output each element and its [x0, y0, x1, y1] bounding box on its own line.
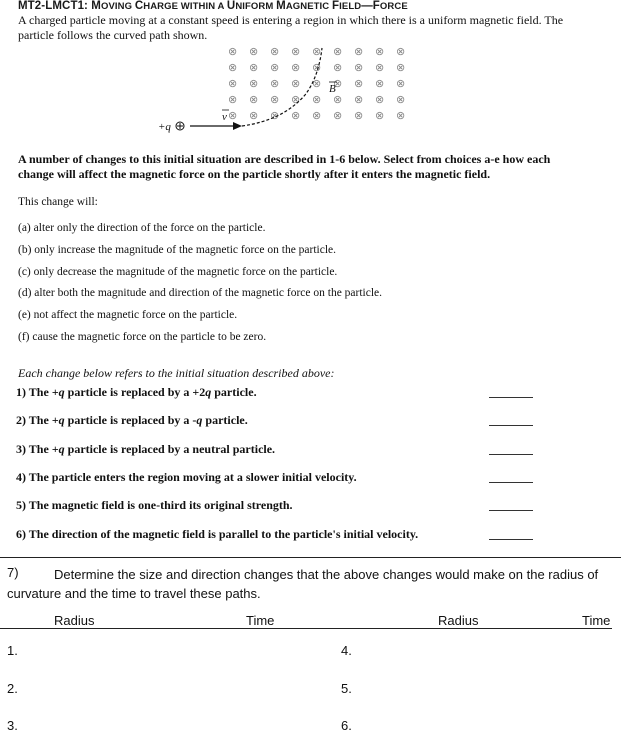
choice-a: (a) alter only the direction of the force on the particle.: [18, 222, 266, 234]
this-change-label: This change will:: [18, 196, 98, 208]
field-into-page-symbol: ⊗: [396, 78, 406, 90]
field-into-page-symbol: ⊗: [333, 78, 343, 90]
field-into-page-symbol: ⊗: [291, 94, 301, 106]
field-into-page-symbol: ⊗: [249, 62, 259, 74]
instructions: A number of changes to this initial situation are described in 1-6 below. Select from choices a-e how each change will affect the magnetic force on the particle shortly after it enters the magnetic field.: [18, 152, 551, 181]
each-change-label: Each change below refers to the initial situation described above:: [18, 366, 335, 380]
field-into-page-symbol: ⊗: [228, 62, 238, 74]
field-into-page-symbol: ⊗: [396, 110, 406, 122]
field-into-page-symbol: ⊗: [354, 110, 364, 122]
field-into-page-symbol: ⊗: [354, 78, 364, 90]
row-2-label: 2.: [7, 681, 18, 696]
field-into-page-symbol: ⊗: [396, 46, 406, 58]
change-item-4: 4) The particle enters the region moving at a slower initial velocity.: [16, 470, 357, 484]
velocity-label: v: [222, 111, 227, 123]
change-item-1: 1) The +q particle is replaced by a +2q particle.: [16, 385, 257, 399]
answer-blank-1[interactable]: [489, 397, 533, 398]
field-into-page-symbol: ⊗: [312, 94, 322, 106]
title-text: MOVING CHARGE WITHIN A UNIFORM MAGNETIC FIELD—FORCE: [91, 0, 408, 12]
header-radius-right: Radius: [438, 613, 479, 628]
field-into-page-symbol: ⊗: [228, 78, 238, 90]
change-item-5: 5) The magnetic field is one-third its original strength.: [16, 498, 293, 512]
field-into-page-symbol: ⊗: [375, 62, 385, 74]
field-into-page-symbol: ⊗: [312, 46, 322, 58]
choice-d: (d) alter both the magnitude and direction of the magnetic force on the particle.: [18, 287, 383, 300]
field-into-page-symbol: ⊗: [312, 110, 322, 122]
answer-blank-2[interactable]: [489, 425, 533, 426]
page-title: [18, 0, 408, 12]
field-into-page-symbol: ⊗: [333, 94, 343, 106]
field-into-page-symbol: ⊗: [396, 94, 406, 106]
field-into-page-symbol: ⊗: [312, 78, 322, 90]
field-into-page-symbol: ⊗: [228, 110, 238, 122]
field-into-page-symbol: ⊗: [375, 110, 385, 122]
field-into-page-symbol: ⊗: [270, 94, 280, 106]
choice-e: (e) not affect the magnetic force on the particle.: [18, 309, 238, 322]
field-into-page-symbol: ⊗: [375, 46, 385, 58]
field-into-page-symbol: ⊗: [291, 110, 301, 122]
field-into-page-symbol: ⊗: [396, 62, 406, 74]
change-item-2: 2) The +q particle is replaced by a -q particle.: [16, 413, 248, 427]
change-item-6: 6) The direction of the magnetic field is parallel to the particle's initial velocity.: [16, 527, 419, 541]
header-underline: [0, 628, 612, 629]
magnetic-field-diagram: [150, 40, 430, 150]
q7-number: 7): [7, 565, 19, 580]
answer-blank-3[interactable]: [489, 454, 533, 455]
field-into-page-symbol: ⊗: [270, 46, 280, 58]
section-divider: [0, 557, 621, 558]
answer-blank-5[interactable]: [489, 510, 533, 511]
field-into-page-symbol: ⊗: [354, 94, 364, 106]
intro-text: A charged particle moving at a constant speed is entering a region in which there is a uniform magnetic field. The particle follows the curved path shown.: [18, 13, 564, 42]
field-into-page-symbol: ⊗: [375, 78, 385, 90]
field-into-page-symbol: ⊗: [249, 94, 259, 106]
choice-f: (f) cause the magnetic force on the particle to be zero.: [18, 330, 267, 343]
row-4-label: 4.: [341, 643, 352, 658]
field-into-page-symbol: ⊗: [291, 62, 301, 74]
field-into-page-symbol: ⊗: [333, 110, 343, 122]
q7-text: Determine the size and direction changes that the above changes would make on the radius of curvature and the time to travel these paths.: [7, 567, 599, 601]
field-into-page-symbol: ⊗: [249, 110, 259, 122]
field-into-page-symbol: ⊗: [354, 62, 364, 74]
row-3-label: 3.: [7, 718, 18, 733]
choices-list: [18, 218, 382, 349]
field-into-page-symbol: ⊗: [291, 78, 301, 90]
header-radius-left: Radius: [54, 613, 95, 628]
change-item-3: 3) The +q particle is replaced by a neutral particle.: [16, 442, 276, 456]
header-time-left: Time: [246, 613, 275, 628]
field-into-page-symbol: ⊗: [333, 46, 343, 58]
field-into-page-symbol: ⊗: [270, 62, 280, 74]
answer-blank-6[interactable]: [489, 539, 533, 540]
field-into-page-symbol: ⊗: [249, 78, 259, 90]
field-into-page-symbol: ⊗: [270, 110, 280, 122]
field-into-page-symbol: ⊗: [228, 94, 238, 106]
field-into-page-symbol: ⊗: [354, 46, 364, 58]
field-into-page-symbol: ⊗: [333, 62, 343, 74]
title-code: MT2-LMCT1:: [18, 0, 88, 12]
field-into-page-symbol: ⊗: [228, 46, 238, 58]
field-symbols: [228, 46, 405, 122]
header-time-right: Time: [582, 613, 611, 628]
field-into-page-symbol: ⊗: [312, 62, 322, 74]
answer-blank-4[interactable]: [489, 482, 533, 483]
field-into-page-symbol: ⊗: [270, 78, 280, 90]
choice-c: (c) only decrease the magnitude of the magnetic force on the particle.: [18, 265, 338, 278]
field-into-page-symbol: ⊗: [291, 46, 301, 58]
row-5-label: 5.: [341, 681, 352, 696]
velocity-arrowhead: [233, 122, 242, 130]
field-into-page-symbol: ⊗: [375, 94, 385, 106]
field-label: B: [329, 83, 336, 95]
charge-label: +q: [158, 121, 171, 133]
row-6-label: 6.: [341, 718, 352, 733]
choice-b: (b) only increase the magnitude of the magnetic force on the particle.: [18, 243, 337, 256]
row-1-label: 1.: [7, 643, 18, 658]
field-into-page-symbol: ⊗: [249, 46, 259, 58]
